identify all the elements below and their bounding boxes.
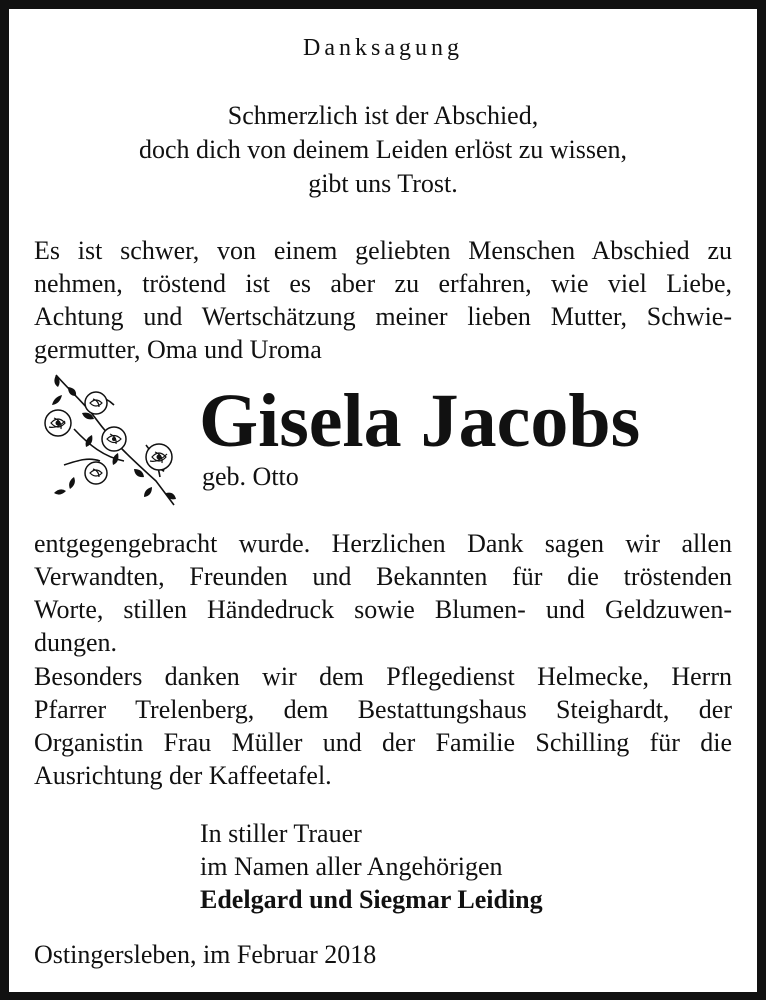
motto-verse <box>9 99 757 201</box>
place-and-date: Ostingersleben, im Februar 2018 <box>34 940 377 969</box>
notice-title: Danksagung <box>303 35 463 61</box>
roses-branch-icon <box>34 365 184 509</box>
paragraph-line: Verwandten, Freunden und Bekannten für die tröstenden <box>34 562 732 591</box>
motto-line: doch dich von deinem Leiden erlöst zu wissen, <box>138 135 628 164</box>
thanks-paragraph <box>34 527 732 659</box>
paragraph-line: nehmen, tröstend ist es aber zu erfahren, wie viel Liebe, <box>34 269 732 298</box>
paragraph-line: Pfarrer Trelenberg, dem Bestattungshaus Steighardt, der <box>34 695 732 724</box>
paragraph-line: Es ist schwer, von einem geliebten Menschen Abschied zu <box>34 236 732 265</box>
signoff-line: In stiller Trauer <box>200 819 362 848</box>
paragraph-line: dungen. <box>34 628 118 657</box>
signoff-block <box>200 817 543 916</box>
signoff-line: im Namen aller Angehörigen <box>200 852 503 881</box>
birth-name: geb. Otto <box>202 462 299 491</box>
paragraph-line: entgegengebracht wurde. Herzlichen Dank sagen wir allen <box>34 529 732 558</box>
special-thanks-paragraph <box>34 660 732 792</box>
paragraph-line: germutter, Oma und Uroma <box>34 335 322 364</box>
signers-names: Edelgard und Siegmar Leiding <box>200 885 543 914</box>
motto-line: gibt uns Trost. <box>308 169 458 198</box>
paragraph-line: Besonders danken wir dem Pflegedienst Helmecke, Herrn <box>34 662 732 691</box>
paragraph-line: Organistin Frau Müller und der Familie Schilling für die <box>34 728 732 757</box>
intro-paragraph <box>34 234 732 366</box>
paragraph-line: Worte, stillen Händedruck sowie Blumen- und Geldzuwen- <box>34 595 732 624</box>
paragraph-line: Ausrichtung der Kaffeetafel. <box>34 761 332 790</box>
paragraph-line: Achtung und Wertschätzung meiner lieben Mutter, Schwie- <box>34 302 732 331</box>
motto-line: Schmerzlich ist der Abschied, <box>227 101 539 130</box>
deceased-name: Gisela Jacobs <box>199 379 641 463</box>
